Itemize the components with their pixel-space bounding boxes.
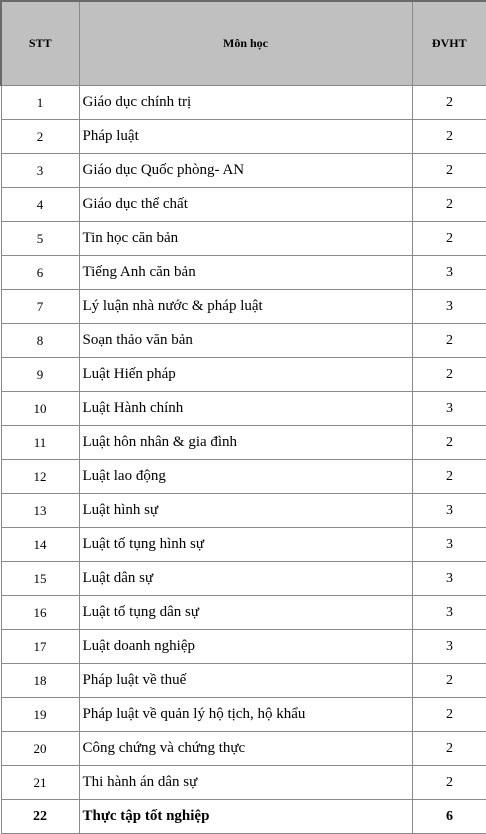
credit-units: 2 — [412, 460, 486, 494]
subject-name: Luật dân sự — [79, 562, 412, 596]
credit-units: 2 — [412, 188, 486, 222]
table-row — [1, 222, 486, 256]
subject-name: Luật hình sự — [79, 494, 412, 528]
table-row — [1, 732, 486, 766]
row-number: 5 — [1, 222, 79, 256]
column-header-credits: ĐVHT — [412, 1, 486, 86]
table-body — [1, 86, 486, 834]
table-row — [1, 596, 486, 630]
credit-units: 3 — [412, 630, 486, 664]
credit-units: 2 — [412, 766, 486, 800]
subject-name: Giáo dục thể chất — [79, 188, 412, 222]
row-number: 2 — [1, 120, 79, 154]
row-number: 14 — [1, 528, 79, 562]
subject-name: Luật tố tụng dân sự — [79, 596, 412, 630]
row-number: 22 — [1, 800, 79, 834]
subject-name: Tiếng Anh căn bản — [79, 256, 412, 290]
credit-units: 2 — [412, 664, 486, 698]
row-number: 17 — [1, 630, 79, 664]
subject-name: Pháp luật về thuế — [79, 664, 412, 698]
credit-units: 3 — [412, 528, 486, 562]
table-row — [1, 698, 486, 732]
subject-name: Giáo dục Quốc phòng- AN — [79, 154, 412, 188]
credit-units: 2 — [412, 358, 486, 392]
credit-units: 2 — [412, 698, 486, 732]
column-header-stt: STT — [1, 1, 79, 86]
row-number: 11 — [1, 426, 79, 460]
subject-name: Pháp luật về quản lý hộ tịch, hộ khẩu — [79, 698, 412, 732]
table-row — [1, 188, 486, 222]
table-row — [1, 766, 486, 800]
table-row — [1, 358, 486, 392]
table-row — [1, 392, 486, 426]
subject-name: Soạn thảo văn bản — [79, 324, 412, 358]
credit-units: 2 — [412, 222, 486, 256]
subject-name: Thực tập tốt nghiệp — [79, 800, 412, 834]
subject-name: Luật lao động — [79, 460, 412, 494]
row-number: 6 — [1, 256, 79, 290]
subject-name: Lý luận nhà nước & pháp luật — [79, 290, 412, 324]
credit-units: 2 — [412, 120, 486, 154]
table-row — [1, 494, 486, 528]
table-row — [1, 86, 486, 120]
credit-units: 3 — [412, 256, 486, 290]
subject-name: Luật hôn nhân & gia đình — [79, 426, 412, 460]
table-row — [1, 324, 486, 358]
subject-name: Luật Hành chính — [79, 392, 412, 426]
table-row — [1, 290, 486, 324]
subject-name: Pháp luật — [79, 120, 412, 154]
subject-name: Tin học căn bản — [79, 222, 412, 256]
row-number: 4 — [1, 188, 79, 222]
header-row — [1, 1, 486, 86]
credit-units: 3 — [412, 596, 486, 630]
table-row — [1, 664, 486, 698]
credit-units: 2 — [412, 732, 486, 766]
table-row — [1, 460, 486, 494]
subject-name: Giáo dục chính trị — [79, 86, 412, 120]
row-number: 15 — [1, 562, 79, 596]
row-number: 10 — [1, 392, 79, 426]
row-number: 12 — [1, 460, 79, 494]
credit-units: 3 — [412, 392, 486, 426]
row-number: 20 — [1, 732, 79, 766]
table-row — [1, 528, 486, 562]
row-number: 1 — [1, 86, 79, 120]
row-number: 19 — [1, 698, 79, 732]
subject-name: Luật Hiến pháp — [79, 358, 412, 392]
table-header — [1, 1, 486, 86]
credit-units: 2 — [412, 426, 486, 460]
table-row — [1, 426, 486, 460]
table-row — [1, 154, 486, 188]
row-number: 13 — [1, 494, 79, 528]
subject-name: Luật doanh nghiệp — [79, 630, 412, 664]
row-number: 8 — [1, 324, 79, 358]
row-number: 21 — [1, 766, 79, 800]
credit-units: 2 — [412, 154, 486, 188]
row-number: 18 — [1, 664, 79, 698]
credit-units: 2 — [412, 86, 486, 120]
subject-name: Thi hành án dân sự — [79, 766, 412, 800]
row-number: 7 — [1, 290, 79, 324]
credit-units: 3 — [412, 562, 486, 596]
table-row — [1, 256, 486, 290]
subject-name: Công chứng và chứng thực — [79, 732, 412, 766]
row-number: 3 — [1, 154, 79, 188]
column-header-subject: Môn học — [79, 1, 412, 86]
row-number: 9 — [1, 358, 79, 392]
credit-units: 6 — [412, 800, 486, 834]
row-number: 16 — [1, 596, 79, 630]
subject-name: Luật tố tụng hình sự — [79, 528, 412, 562]
credit-units: 3 — [412, 290, 486, 324]
credit-units: 2 — [412, 324, 486, 358]
table-row — [1, 562, 486, 596]
credit-units: 3 — [412, 494, 486, 528]
table-row — [1, 800, 486, 834]
table-row — [1, 120, 486, 154]
table-row — [1, 630, 486, 664]
